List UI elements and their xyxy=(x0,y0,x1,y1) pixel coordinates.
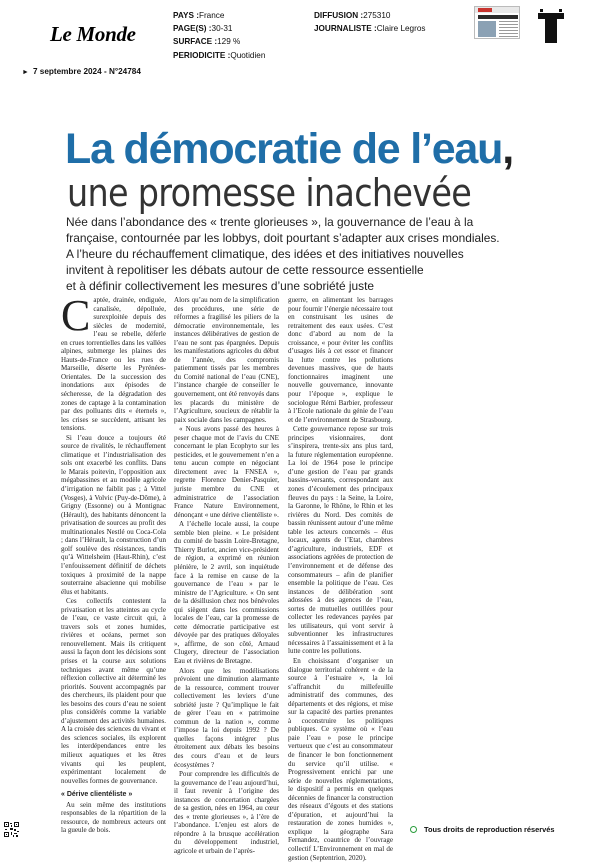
paragraph: Alors qu’au nom de la simplification des procédures, une série de réformes a fragilisé les piliers de la démocratie environnementale, les instances délibératives de gestion de l’eau ne sont pas épargnées. Depuis les manifestations agricoles du début de l’année, des compromis patiemment tissés par les membres du Comité national de l’eau (CNE), l’instance chargée de conseiller le gouvernement, ont été renvoyés dans les placards du ministère de l’Agriculture, soucieux de rétablir la paix sociale dans les campagnes. xyxy=(174,296,279,424)
article-standfirst xyxy=(66,214,566,294)
reproduction-rights-notice: Tous droits de reproduction réservés xyxy=(410,825,554,834)
paragraph: Au sein même des institutions responsables de la répartition de la ressource, de nombreux acteurs ont la gueule de bois. xyxy=(61,800,166,835)
standfirst-line: et à définir collectivement les mesures d’une sobriété juste xyxy=(66,279,374,293)
paragraph: En choisissant d’organiser un dialogue territorial cohérent « de la source à l’estuaire », la loi s’affranchit du millefeuille administratif des communes, des départements et des régions, et mise sur la capacité des parties prenantes à coconstruire les politiques publiques. Ce système où « l’eau paie l’eau » pose le principe vertueux que c’est au consommateur de financer le bon fonctionnement du service qu’il utilise. « Progressivement enrichi par une série de nouvelles réglementations, le dispositif a permis en quelques décennies de financer la construction des réseaux d’égouts et des stations d’épuration, et aujourd’hui la restauration de zones humides », explique la géographe Sara Fernandez, coautrice de l’ouvrage collectif L’Environnement en mal de gestion (Septentrion, 2020). xyxy=(288,656,393,862)
qr-code-icon xyxy=(4,822,19,837)
meta-pages: PAGE(S) :30-31 xyxy=(173,24,233,34)
paragraph: Cette gouvernance repose sur trois principes visionnaires, dont s’inspirera, trente-six ans plus tard, la future réglementation européenne. La loi de 1964 pose le principe d’une gestion de l’eau par grands bassins-versants, correspondant aux zones d’écoulement des principaux fleuves du pays : la Seine, la Loire, la Garonne, le Rhône, le Rhin et les rivières du Nord. Des comités de bassin réunissent autour d’une même table les acteurs concernés – élus locaux, agents de l’Etat, chambres d’agriculture, industriels, EDF et associations agréées de protection de l’environnement et de défense des consommateurs – afin de planifier ensemble la politique de l’eau. Ces instances de délibération sont adossées à des agences de l’eau, sortes de mutuelles outillées pour collecter les redevances payées par les utilisateurs, qui vont servir à subventionner les infrastructures nécessaires à l’assainissement et à la lutte contre les pollutions. xyxy=(288,425,393,656)
masthead-logo: Le Monde xyxy=(50,22,136,46)
meta-pays: PAYS :France xyxy=(173,11,225,20)
drop-cap: C xyxy=(61,291,91,340)
paragraph: Alors que les modélisations prévoient une diminution alarmante de la ressource, comment trouver collectivement les leviers d’une sobriété juste ? Qu’implique le fait de gérer l’eau en « patrimoine commun de la nation », comme l’impose la loi depuis 1992 ? De quelles façons intégrer plus étroitement aux débats les besoins des cours d’eau et de leurs écosystèmes ? xyxy=(174,666,279,769)
clipping-meta-right xyxy=(314,9,425,35)
circle-icon xyxy=(410,826,417,833)
paragraph: Si l’eau douce a toujours été source de rivalités, le réchauffement climatique et l’industrialisation des sols ont exacerbé les conflits. Dans le Marais poitevin, l’opposition aux mégabassines et au modèle agricole d’irrigation ne faiblit pas ; à Vittel (Vosges), à Volvic (Puy-de-Dôme), à Grigny (Essonne) ou à Montignac (Hérault), des habitants dénoncent la privatisation de sources au profit des multinationales Nestlé ou Coca-Cola ; dans l’Hérault, la construction d’un golf soulève des résistances, tandis qu’à Wittelsheim (Haut-Rhin), c’est l’enfouissement définitif de déchets toxiques à proximité de la nappe souterraine alsacienne qui mobilise élus et habitants. xyxy=(61,433,166,596)
issue-date: ► 7 septembre 2024 - N°24784 xyxy=(22,67,141,76)
article-column-3 xyxy=(288,296,393,863)
page-thumbnail xyxy=(474,6,520,39)
article-subheadline: une promesse inachevée xyxy=(67,171,472,215)
standfirst-line: française, contournée par les lobbys, doit pourtant s’adapter aux crises mondiales. xyxy=(66,231,500,245)
standfirst-line: Née dans l’abondance des « trente glorieuses », la gouvernance de l’eau à la xyxy=(66,215,474,229)
article-column-1 xyxy=(61,291,166,836)
meta-journaliste: JOURNALISTE :Claire Legros xyxy=(314,24,426,34)
meta-surface: SURFACE :129 % xyxy=(173,37,241,47)
paragraph: Ces collectifs contestent la privatisation et les atteintes au cycle de l’eau, ce vaste circuit qui, à travers sols et zones humides, rivières et océans, permet son renouvellement. Mais ils critiquent aussi la façon dont les décisions sont prises et la course aux solutions techniques avant même qu’une réflexion collective ait déterminé les priorités. Souvent accompagnés par des chercheurs, ils plaident pour que les besoins des cours d’eau ne soient plus considérés comme la variable d’ajustement des activités humaines. A la croisée des sciences du vivant et des sciences sociales, ils explorent les interdépendances entre les milieux aquatiques et les êtres vivants qui les peuplent, expérimentant localement de nouvelles formes de gouvernance. xyxy=(61,597,166,785)
paragraph: « Nous avons passé des heures à peser chaque mot de l’avis du CNE concernant le plan Ecophyto sur les pesticides, et le gouvernement n’en a tenu aucun compte en négociant directement avec la FNSEA », regrette Florence Denier-Pasquier, juriste membre du CNE et administratrice de l’association France Nature Environnement, dénonçant « une dérive clientéliste ». xyxy=(174,425,279,519)
paragraph: Pour comprendre les difficultés de la gouvernance de l’eau aujourd’hui, il faut revenir à l’origine des instances de concertation chargées de sa gestion, nées en 1964, au cœur des « trente glorieuses », à l’ère de l’abondance. L’enjeu est alors de répondre à la brusque accélération du développement industriel, agricole et urbain de l’après- xyxy=(174,770,279,855)
paragraph: guerre, en alimentant les barrages pour fournir l’énergie nécessaire tout en construisant les usines de retraitement des eaux usées. C’est donc d’abord au nom de la croissance, « pour éviter les conflits d’usages liés à cet essor et financer la lutte contre les pollutions devenues massives, que de hauts fonctionnaires imaginent une nouvelle gouvernance, innovante pour l’époque », explique le sociologue Rémi Barbier, professeur à l’Ecole nationale du génie de l’eau et de l’environnement de Strasbourg. xyxy=(288,296,393,424)
standfirst-line: A l’heure du réchauffement climatique, des idées et des initiatives nouvelles xyxy=(66,247,464,261)
article-headline: La démocratie de l’eau, xyxy=(65,125,513,173)
meta-diffusion: DIFFUSION :275310 xyxy=(314,11,391,20)
paragraph: A l’échelle locale aussi, la coupe semble bien pleine. « Le président du comité de bassin Loire-Bretagne, Thierry Burlot, ancien vice-président de région, a exprimé en réunion plénière, le 2 avril, son inquiétude face à la remise en cause de la gouvernance de l’eau » par le ministre de l’Agriculture. « On sent de la désillusion chez nos bénévoles qui siègent dans les commissions locales de l’eau, car la promesse de cette démocratie participative est dévoyée par des pratiques déloyales », affirme, de son côté, Arnaud Clugery, directeur de l’association Eau et rivières de Bretagne. xyxy=(174,520,279,665)
paragraph: aptée, drainée, endiguée, canalisée, dépolluée, surexploitée depuis des siècles de modernité, l’eau se rebelle, déferle en crues torrentielles dans les vallées alpines, submerge les plaines des Hauts-de-France ou les rues de Marseille, déserte les Pyrénées-Orientales. De la succession des inondations aux épisodes de sécheresse, de la dégradation des zones de captage à la contamination par des polluants dits « éternels », les crises se succèdent, attisant les tensions. xyxy=(61,296,166,433)
intertitle: « Dérive clientéliste » xyxy=(61,791,133,799)
meta-periodicite: PERIODICITE :Quotidien xyxy=(173,50,266,60)
clipping-meta-left xyxy=(173,9,265,62)
publication-logo-icon xyxy=(526,3,576,49)
arrow-right-icon: ► xyxy=(22,69,29,76)
article-column-2 xyxy=(174,296,279,857)
standfirst-line: invitent à repolitiser les débats autour de cette ressource essentielle xyxy=(66,263,424,277)
